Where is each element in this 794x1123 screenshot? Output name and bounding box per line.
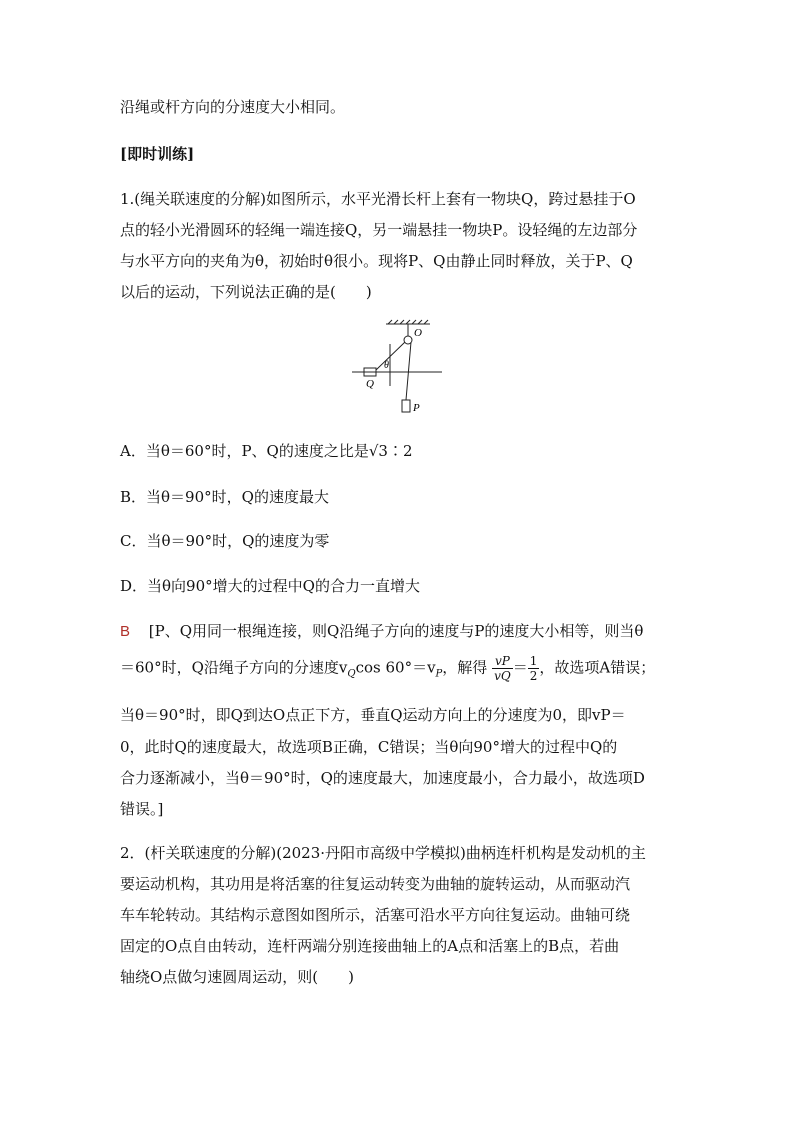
ring-O bbox=[404, 336, 412, 344]
explanation-line-4: 0，此时Q的速度最大，故选项B正确，C错误；当θ向90°增大的过程中Q的 bbox=[120, 738, 618, 756]
label-O: O bbox=[414, 327, 422, 339]
answer-letter: B bbox=[120, 623, 131, 640]
explanation-line-5: 合力逐渐减小，当θ＝90°时，Q的速度最大，加速度最小，合力最小，故选项D bbox=[120, 769, 645, 787]
frac-vp: vP bbox=[492, 654, 513, 669]
expl-2b: cos 60°＝v bbox=[355, 658, 436, 677]
ceiling-hatch-5 bbox=[412, 320, 416, 324]
section-heading: [即时训练] bbox=[120, 145, 195, 163]
q1-line-2: 点的轻小光滑圆环的轻绳一端连接Q，另一端悬挂一物块P。设轻绳的左边部分 bbox=[120, 221, 638, 239]
expl-2c: ，解得 bbox=[442, 658, 488, 677]
ceiling-hatch-4 bbox=[406, 320, 410, 324]
equals: ＝ bbox=[512, 658, 528, 677]
ceiling-hatch-7 bbox=[424, 320, 428, 324]
label-Q: Q bbox=[366, 378, 374, 390]
label-theta: θ bbox=[384, 360, 389, 371]
explanation-line-6: 错误。] bbox=[120, 800, 164, 818]
block-Q bbox=[364, 368, 376, 376]
q2-line-3: 车车轮转动。其结构示意图如图所示，活塞可沿水平方向往复运动。曲轴可绕 bbox=[120, 906, 631, 924]
explanation-line-1 bbox=[120, 620, 643, 641]
frac-1: 1 bbox=[529, 654, 538, 668]
rope-right bbox=[406, 342, 411, 400]
q2-line-5: 轴绕O点做匀速圆周运动，则( ) bbox=[120, 968, 355, 986]
q2-line-2: 要运动机构，其功用是将活塞的往复运动转变为曲轴的旋转运动，从而驱动汽 bbox=[120, 875, 631, 893]
ceiling-hatch-2 bbox=[394, 320, 398, 324]
q1-line-1: 1.(绳关联速度的分解)如图所示，水平光滑长杆上套有一物块Q，跨过悬挂于O bbox=[120, 190, 636, 208]
fraction-half bbox=[528, 654, 540, 683]
intro-tail: 沿绳或杆方向的分速度大小相同。 bbox=[120, 98, 346, 116]
option-b: B．当θ＝90°时，Q的速度最大 bbox=[120, 488, 329, 506]
ceiling-hatch-6 bbox=[418, 320, 422, 324]
explanation-line-2 bbox=[120, 654, 655, 683]
expl-2a: ＝60°时，Q沿绳子方向的分速度v bbox=[120, 658, 348, 677]
option-c: C．当θ＝90°时，Q的速度为零 bbox=[120, 532, 330, 550]
sub-q: Q bbox=[347, 668, 356, 680]
q1-line-4: 以后的运动，下列说法正确的是( ) bbox=[120, 283, 372, 301]
fraction-velocity bbox=[492, 654, 513, 683]
frac-vq: vQ bbox=[494, 669, 511, 683]
option-a: A．当θ＝60°时，P、Q的速度之比是√3∶2 bbox=[120, 442, 413, 460]
option-d: D．当θ向90°增大的过程中Q的合力一直增大 bbox=[120, 577, 420, 595]
expl-2d: ，故选项A错误； bbox=[539, 658, 656, 677]
frac-2: 2 bbox=[529, 669, 538, 683]
rope-left bbox=[376, 342, 405, 370]
sub-p: P bbox=[435, 668, 443, 680]
ceiling-hatch-3 bbox=[400, 320, 404, 324]
q2-line-1: 2．(杆关联速度的分解)(2023·丹阳市高级中学模拟)曲柄连杆机构是发动机的主 bbox=[120, 844, 646, 862]
block-P bbox=[402, 400, 410, 412]
ceiling-hatch-1 bbox=[388, 320, 392, 324]
label-P: P bbox=[413, 402, 420, 414]
explanation-line-3: 当θ＝90°时，即Q到达O点正下方，垂直Q运动方向上的分速度为0，即vP＝ bbox=[120, 706, 626, 724]
q1-line-3: 与水平方向的夹角为θ，初始时θ很小。现将P、Q由静止同时释放，关于P、Q bbox=[120, 252, 633, 270]
explanation-text-1: [P、Q用同一根绳连接，则Q沿绳子方向的速度与P的速度大小相等，则当θ bbox=[148, 622, 644, 640]
q2-line-4: 固定的O点自由转动，连杆两端分别连接曲轴上的A点和活塞上的B点，若曲 bbox=[120, 937, 620, 955]
